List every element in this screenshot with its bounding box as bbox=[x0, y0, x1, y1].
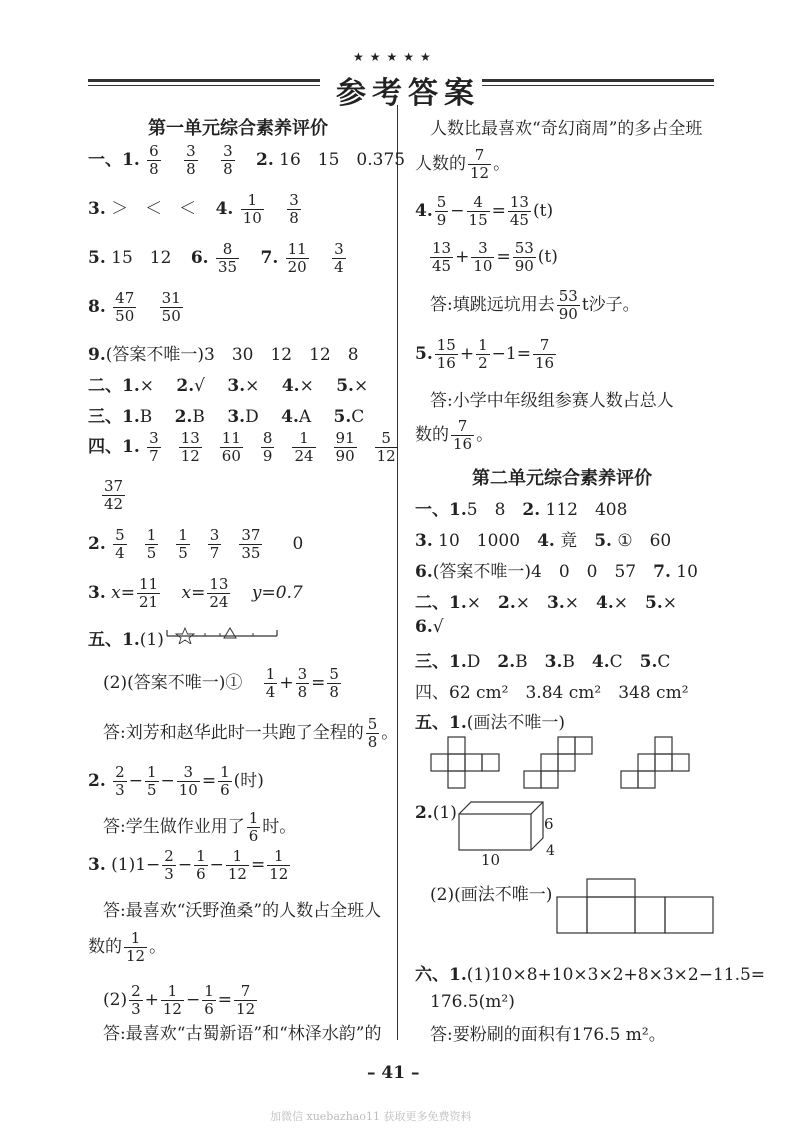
section-title-unit1: 第一单元综合素养评价 bbox=[148, 118, 328, 139]
number-line-diagram bbox=[165, 622, 280, 644]
answer-line: 3. (1)1− $\frac{2}{3}$ − $\frac{1}{6}$ − $\frac{1}{12}$ = $\frac{1}{12}$ bbox=[88, 847, 289, 883]
answer-line: 二、1.× 2.√ 3.× 4.× 5.× bbox=[88, 376, 369, 396]
answer-line: (2) $\frac{2}{3}$ + $\frac{1}{12}$ − $\frac{1}{6}$ = $\frac{7}{12}$ bbox=[103, 982, 256, 1018]
answer-line: 3. 10 1000 4. 竟 5. ① 60 bbox=[415, 531, 672, 551]
answer-line: 答:学生做作业用了 $\frac{1}{6}$ 时。 bbox=[103, 809, 297, 845]
header-rule-left bbox=[88, 79, 320, 82]
answer-line: 五、1.(1) bbox=[88, 630, 164, 650]
answer-line: 四、1. $\frac{3}{7}$ $\frac{13}{12}$ $\frac{11}{60}$ $\frac{8}{9}$ $\frac{1}{24}$ $\frac{91}{90}$ $\frac{5}{12}$ bbox=[88, 429, 396, 465]
stars-decoration: ★★★★★ bbox=[353, 50, 437, 64]
answer-line: 答:填跳远坑用去 $\frac{53}{90}$ t沙子。 bbox=[430, 287, 640, 323]
box-depth-label: 4 bbox=[546, 843, 555, 859]
answer-line: 6.(答案不唯一)4 0 0 57 7. 10 bbox=[415, 562, 698, 582]
fraction: $\frac{1}{5}$ bbox=[146, 526, 157, 562]
answer-line: 2. $\frac{2}{3}$ − $\frac{1}{5}$ − $\frac{3}{10}$ = $\frac{1}{6}$ (时) bbox=[88, 763, 264, 799]
answer-line: 8. $\frac{47}{50}$ $\frac{31}{50}$ bbox=[88, 289, 181, 325]
answer-line: 人数的 $\frac{7}{12}$ 。 bbox=[415, 146, 511, 182]
answer-line: 人数比最喜欢“奇幻商周”的多占全班 bbox=[430, 119, 703, 139]
box-height-label: 6 bbox=[544, 815, 554, 833]
fraction: $\frac{5}{4}$ bbox=[115, 526, 125, 562]
header-rule-left-thin bbox=[88, 85, 320, 86]
answer-line: 答:刘芳和赵华此时一共跑了全程的 $\frac{5}{8}$ 。 bbox=[103, 715, 399, 751]
cuboid-net-diagram bbox=[555, 877, 715, 937]
answer-line: (2)(画法不唯一) bbox=[430, 885, 553, 905]
answer-line: 9.(答案不唯一)3 30 12 12 8 bbox=[88, 345, 359, 365]
header-rule-right-thin bbox=[482, 85, 714, 86]
fraction: $\frac{1}{24}$ bbox=[294, 429, 314, 465]
fraction: $\frac{3}{7}$ bbox=[149, 429, 159, 465]
page-number: – 41 – bbox=[367, 1063, 420, 1083]
page-header bbox=[0, 40, 800, 110]
answer-line: $\frac{13}{45}$ + $\frac{3}{10}$ = $\frac{53}{90}$ (t) bbox=[432, 239, 558, 275]
fraction: $\frac{13}{12}$ bbox=[180, 429, 200, 465]
answer-line: 5. $\frac{15}{16}$ + $\frac{1}{2}$ −1= $\frac{7}{16}$ bbox=[415, 336, 555, 372]
cuboid-diagram bbox=[455, 800, 575, 870]
fraction: $\frac{1}{5}$ bbox=[178, 526, 188, 562]
answer-line: 四、62 cm² 3.84 cm² 348 cm² bbox=[415, 683, 689, 703]
cube-nets-diagram bbox=[428, 735, 788, 795]
answer-line: 6.√ bbox=[415, 617, 444, 637]
answer-line: 3. x= $\frac{11}{21}$ x= $\frac{13}{24}$ y=0.7 bbox=[88, 575, 303, 611]
answer-line: 六、1.(1)10×8+10×3×2+8×3×2−11.5= bbox=[415, 965, 766, 985]
answer-line: (2)(答案不唯一)① $\frac{1}{4}$ + $\frac{3}{8}$ = $\frac{5}{8}$ bbox=[103, 665, 339, 701]
answer-line: 答:小学中年级组参赛人数占总人 bbox=[430, 391, 674, 411]
fraction: $\frac{3}{7}$ bbox=[209, 526, 220, 562]
answer-line: 三、1.D 2.B 3.B 4.C 5.C bbox=[415, 652, 671, 672]
fraction: $\frac{5}{12}$ bbox=[376, 429, 396, 465]
header-rule-right bbox=[482, 79, 714, 82]
answer-line: 3. ＞ ＜ ＜ 4. $\frac{1}{10}$ $\frac{3}{8}$ bbox=[88, 191, 299, 227]
box-length-label: 10 bbox=[481, 851, 501, 869]
answer-line: 数的 $\frac{7}{16}$ 。 bbox=[415, 417, 494, 453]
answer-line: 4. $\frac{5}{9}$ − $\frac{4}{15}$ = $\frac{13}{45}$ (t) bbox=[415, 193, 554, 229]
fraction: $\frac{8}{9}$ bbox=[262, 429, 273, 465]
column-divider bbox=[397, 105, 398, 1040]
answer-line: 答:要粉刷的面积有176.5 m²。 bbox=[430, 1025, 666, 1045]
section-title-unit2: 第二单元综合素养评价 bbox=[472, 468, 652, 489]
answer-line: 答:最喜欢“沃野渔桑”的人数占全班人 bbox=[103, 901, 382, 921]
answer-line: 一、1.5 8 2. 112 408 bbox=[415, 500, 628, 520]
answer-line: 2. $\frac{5}{4}$ $\frac{1}{5}$ $\frac{1}{5}$ $\frac{3}{7}$ $\frac{37}{35}$ 0 bbox=[88, 526, 304, 562]
answer-line: 数的 $\frac{1}{12}$ 。 bbox=[88, 929, 167, 965]
page-title: 参考答案 bbox=[336, 76, 480, 111]
answer-line: 5. 15 12 6. $\frac{8}{35}$ 7. $\frac{11}{20}$ $\frac{3}{4}$ bbox=[88, 240, 344, 276]
answer-line: 三、1.B 2.B 3.D 4.A 5.C bbox=[88, 407, 365, 427]
fraction: $\frac{37}{35}$ bbox=[241, 526, 261, 562]
fraction: $\frac{11}{60}$ bbox=[221, 429, 241, 465]
answer-line: 一、1. $\frac{6}{8}$ $\frac{3}{8}$ $\frac{3}{8}$ 2. 16 15 0.375 bbox=[88, 142, 406, 178]
answer-line: 答:最喜欢“古蜀新语”和“林泽水韵”的 bbox=[103, 1024, 382, 1044]
answer-line: 2.(1) bbox=[415, 803, 457, 823]
answer-line: 二、1.× 2.× 3.× 4.× 5.× bbox=[415, 593, 677, 613]
answer-line: $\frac{37}{42}$ bbox=[104, 477, 124, 513]
answer-line: 五、1.(画法不唯一) bbox=[415, 713, 566, 733]
answer-line: 176.5(m²) bbox=[430, 992, 515, 1012]
fraction: $\frac{91}{90}$ bbox=[335, 429, 355, 465]
footer-watermark: 加微信 xuebazhao11 获取更多免费资料 bbox=[270, 1110, 472, 1123]
